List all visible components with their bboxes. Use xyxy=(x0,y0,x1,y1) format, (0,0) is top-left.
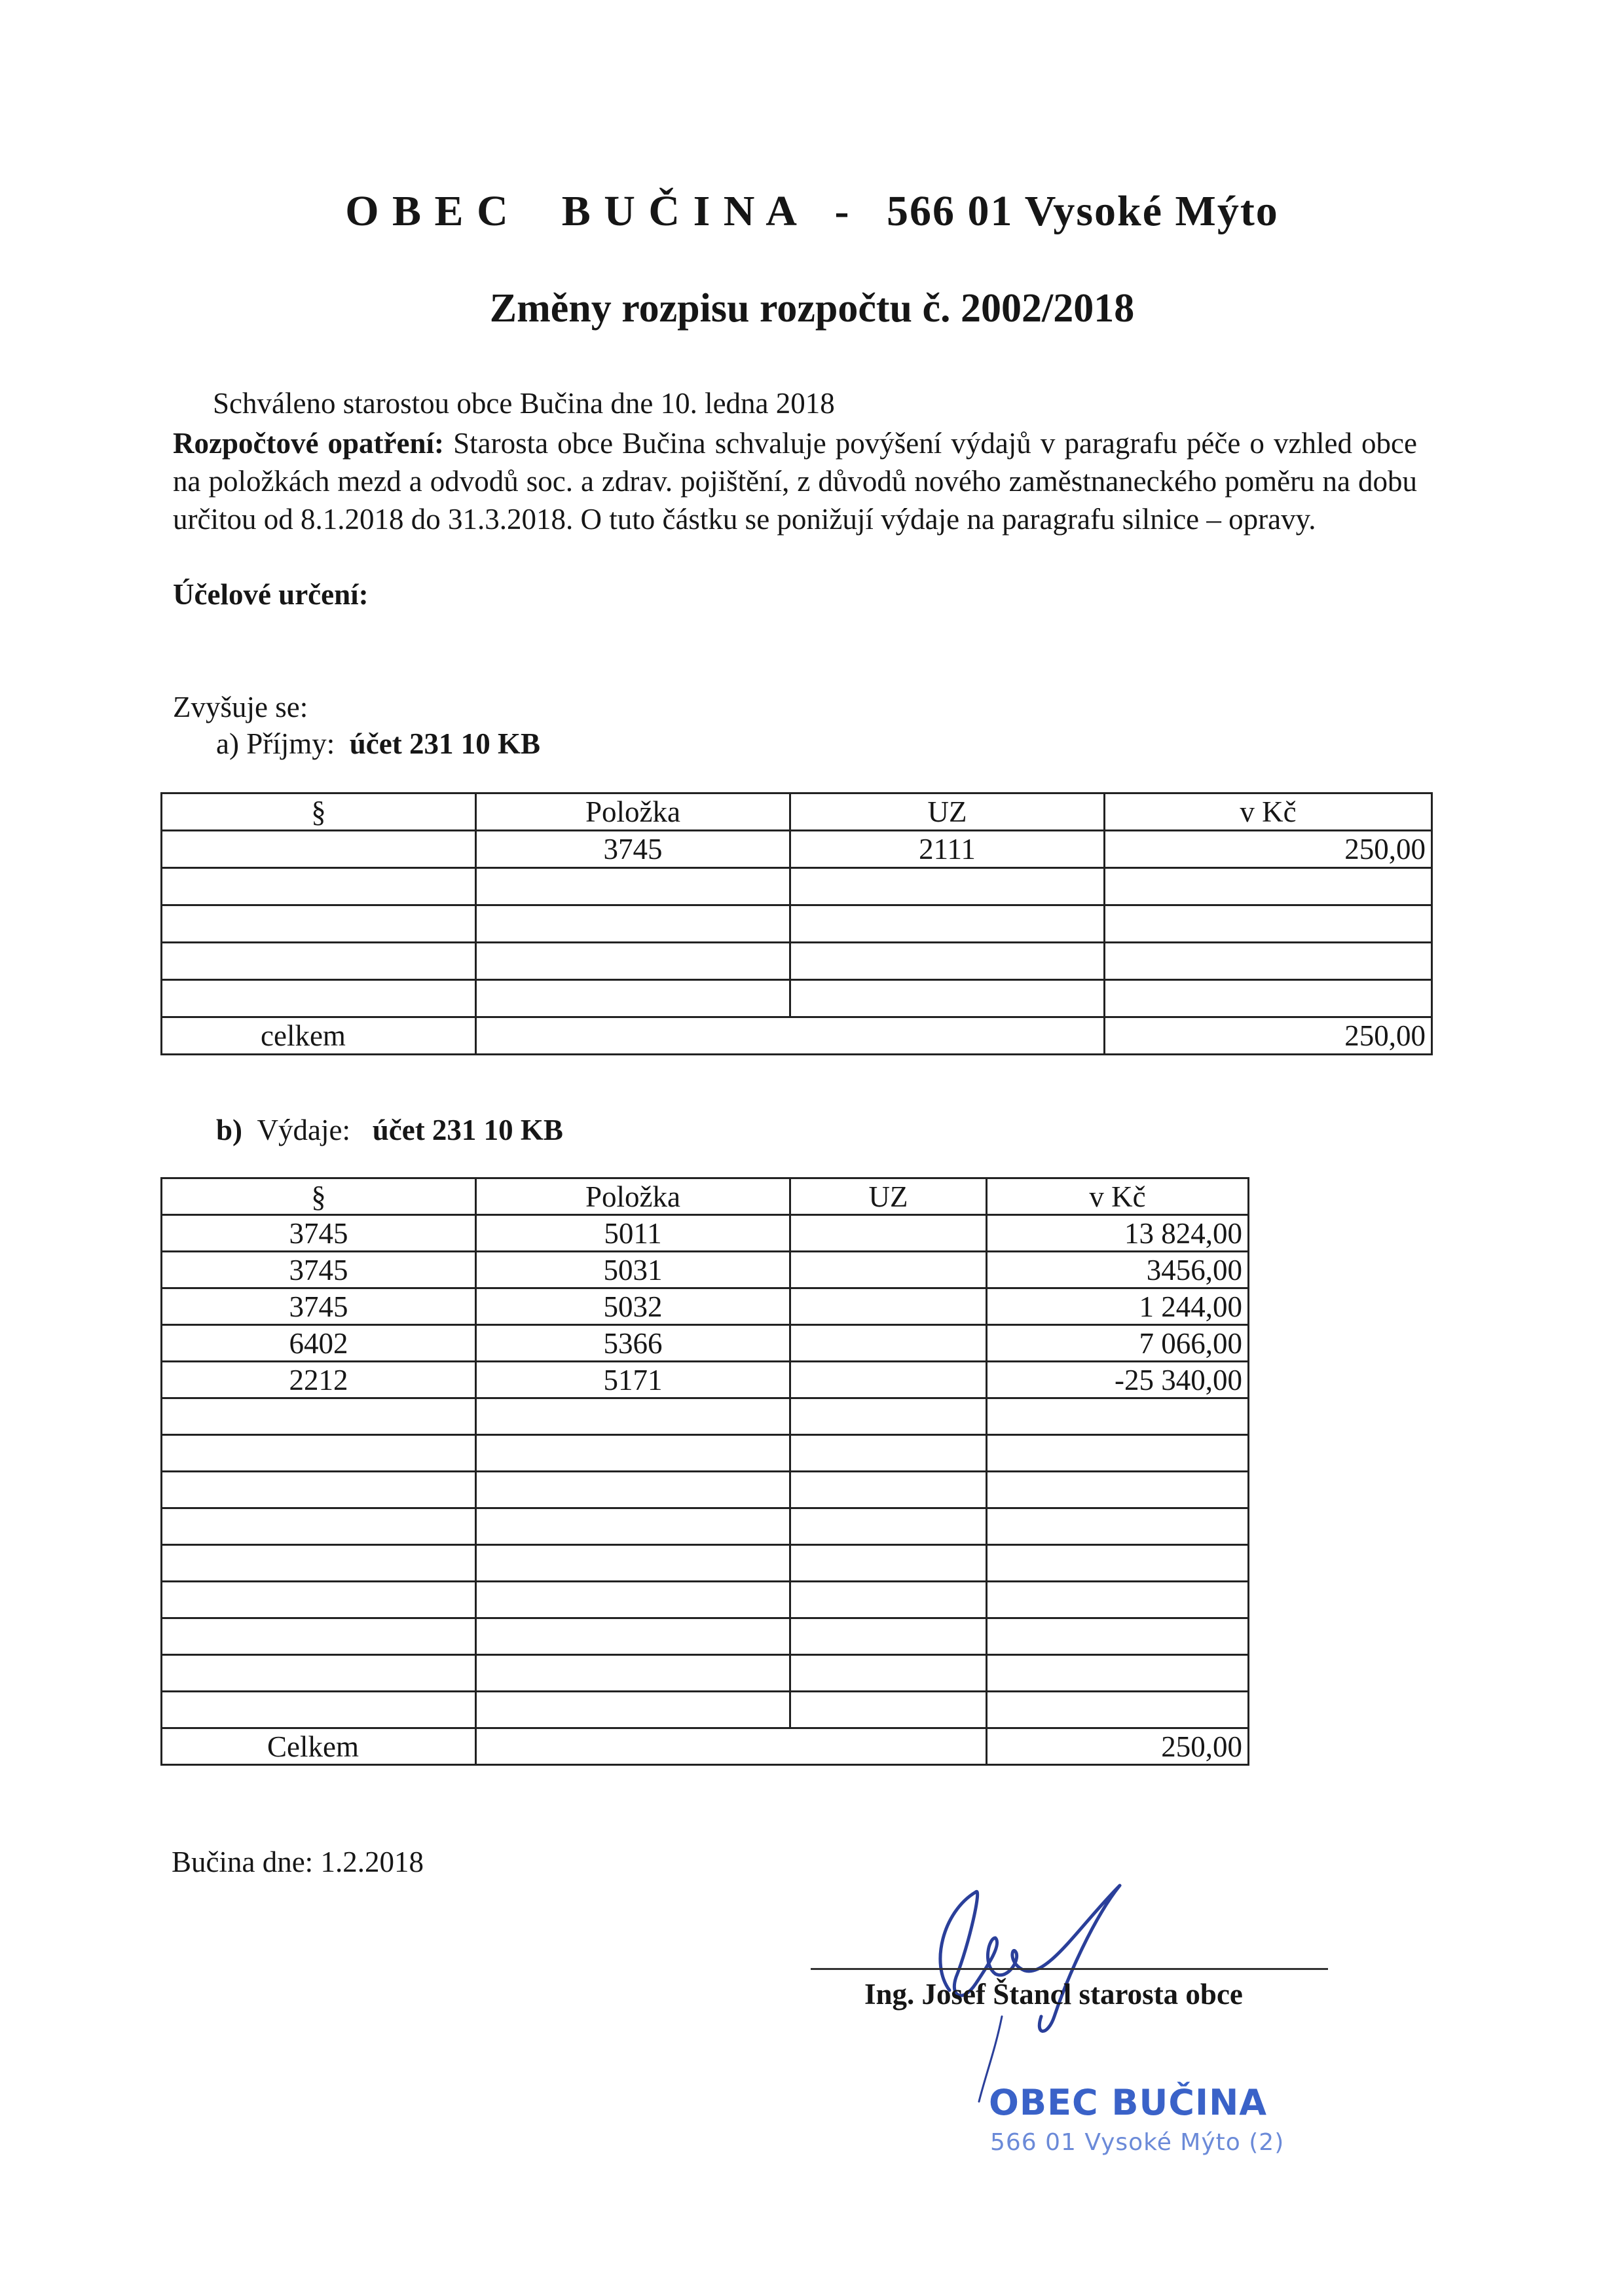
increase-label: Zvyšuje se: xyxy=(173,691,308,723)
expense-account: účet 231 10 KB xyxy=(372,1114,563,1146)
table-cell xyxy=(162,1508,476,1545)
total-label: Celkem xyxy=(162,1728,476,1765)
table-row xyxy=(162,1435,1249,1472)
income-prefix: a) Příjmy: xyxy=(216,727,335,760)
table-cell: 2212 xyxy=(162,1362,476,1398)
table-cell xyxy=(476,1545,790,1582)
stamp-name: OBEC BUČINA xyxy=(989,2082,1268,2123)
table-cell xyxy=(476,1435,790,1472)
table-cell xyxy=(476,943,790,980)
table-cell: 3745 xyxy=(162,1252,476,1288)
table-cell xyxy=(790,1582,987,1618)
table-cell xyxy=(1105,905,1432,943)
total-value: 250,00 xyxy=(987,1728,1249,1765)
table-row xyxy=(162,905,1432,943)
table-row xyxy=(162,1215,1249,1252)
table-cell xyxy=(790,1692,987,1728)
column-header: § xyxy=(162,793,476,831)
table-cell xyxy=(162,980,476,1017)
table-cell xyxy=(162,831,476,868)
table-row xyxy=(162,980,1432,1017)
table-cell xyxy=(162,868,476,905)
place-and-date: Bučina dne: 1.2.2018 xyxy=(172,1846,424,1878)
approval-line: Schváleno starostou obce Bučina dne 10. ledna 2018 xyxy=(213,387,835,420)
table-cell: 5032 xyxy=(476,1288,790,1325)
document-title: Změny rozpisu rozpočtu č. 2002/2018 xyxy=(489,286,1135,331)
table-row xyxy=(162,1325,1249,1362)
table-cell xyxy=(162,1398,476,1435)
table-cell xyxy=(790,1435,987,1472)
table-row xyxy=(162,1545,1249,1582)
table-row xyxy=(162,1692,1249,1728)
table-cell: 5031 xyxy=(476,1252,790,1288)
table-cell xyxy=(476,1398,790,1435)
table-cell xyxy=(476,1472,790,1508)
table-cell xyxy=(790,905,1105,943)
table-cell: 7 066,00 xyxy=(987,1325,1249,1362)
income-heading xyxy=(216,727,540,761)
table-cell xyxy=(790,1325,987,1362)
table-cell xyxy=(1105,980,1432,1017)
table-cell xyxy=(790,1508,987,1545)
total-value: 250,00 xyxy=(1105,1017,1432,1055)
table-cell: 13 824,00 xyxy=(987,1215,1249,1252)
table-cell xyxy=(987,1692,1249,1728)
table-cell xyxy=(987,1582,1249,1618)
total-row xyxy=(162,1017,1432,1055)
table-cell: 6402 xyxy=(162,1325,476,1362)
purpose-label: Účelové určení: xyxy=(173,578,369,611)
table-cell xyxy=(987,1508,1249,1545)
table-cell xyxy=(790,980,1105,1017)
table-cell: 1 244,00 xyxy=(987,1288,1249,1325)
stamp-address: 566 01 Vysoké Mýto (2) xyxy=(990,2129,1285,2156)
header-dash: - xyxy=(834,187,851,235)
table-row xyxy=(162,831,1432,868)
table-cell: 5366 xyxy=(476,1325,790,1362)
column-header: § xyxy=(162,1178,476,1215)
expense-table xyxy=(160,1177,1249,1766)
table-cell xyxy=(162,1655,476,1692)
expense-prefix-rest: Výdaje: xyxy=(257,1114,350,1146)
table-row xyxy=(162,1508,1249,1545)
municipality-header xyxy=(0,187,1624,236)
table-cell: 3745 xyxy=(476,831,790,868)
table-cell xyxy=(476,1618,790,1655)
table-row xyxy=(162,1618,1249,1655)
budget-measure-label: Rozpočtové opatření: xyxy=(173,427,444,460)
table-cell xyxy=(476,868,790,905)
table-cell xyxy=(476,1655,790,1692)
table-row xyxy=(162,1288,1249,1325)
column-header: v Kč xyxy=(987,1178,1249,1215)
expense-prefix: b) xyxy=(216,1114,243,1146)
table-cell xyxy=(790,1288,987,1325)
total-row xyxy=(162,1728,1249,1765)
table-cell xyxy=(987,1655,1249,1692)
table-cell: -25 340,00 xyxy=(987,1362,1249,1398)
column-header: Položka xyxy=(476,793,790,831)
table-cell: 3456,00 xyxy=(987,1252,1249,1288)
expense-heading xyxy=(216,1113,563,1147)
table-cell xyxy=(987,1435,1249,1472)
table-header-row xyxy=(162,793,1432,831)
column-header: Položka xyxy=(476,1178,790,1215)
table-cell xyxy=(162,1618,476,1655)
table-row xyxy=(162,1472,1249,1508)
table-row xyxy=(162,868,1432,905)
table-cell xyxy=(162,1582,476,1618)
table-cell xyxy=(162,905,476,943)
table-header-row xyxy=(162,1178,1249,1215)
table-cell xyxy=(790,868,1105,905)
column-header: UZ xyxy=(790,1178,987,1215)
header-name: B U Č I N A xyxy=(561,187,798,235)
table-cell xyxy=(476,1508,790,1545)
table-cell xyxy=(162,943,476,980)
table-cell: 3745 xyxy=(162,1215,476,1252)
table-cell xyxy=(790,1398,987,1435)
table-cell xyxy=(987,1618,1249,1655)
table-cell xyxy=(790,1655,987,1692)
table-cell xyxy=(476,1692,790,1728)
table-cell xyxy=(987,1545,1249,1582)
income-account: účet 231 10 KB xyxy=(349,727,540,760)
column-header: UZ xyxy=(790,793,1105,831)
table-cell: 5171 xyxy=(476,1362,790,1398)
table-cell xyxy=(476,905,790,943)
table-cell xyxy=(1105,868,1432,905)
table-cell xyxy=(162,1472,476,1508)
table-cell xyxy=(790,1215,987,1252)
table-cell: 250,00 xyxy=(1105,831,1432,868)
total-label: celkem xyxy=(162,1017,476,1055)
table-cell: 2111 xyxy=(790,831,1105,868)
table-row xyxy=(162,1398,1249,1435)
table-row xyxy=(162,1655,1249,1692)
table-cell xyxy=(790,1252,987,1288)
budget-measure-paragraph xyxy=(173,424,1417,538)
table-cell xyxy=(476,1582,790,1618)
table-row xyxy=(162,1362,1249,1398)
column-header: v Kč xyxy=(1105,793,1432,831)
budget-measure-text: Starosta obce Bučina schvaluje povýšení výdajů v paragrafu péče o vzhled obce na položkách mezd a odvodů soc. a zdrav. pojištění, z důvodů nového zaměstnaneckého poměru na dobu určitou od 8.1.2018 do 31.3.2018. O tuto částku se ponižují výdaje na paragrafu silnice – opravy. xyxy=(173,427,1417,536)
table-cell xyxy=(162,1545,476,1582)
table-cell xyxy=(790,943,1105,980)
header-address: 566 01 Vysoké Mýto xyxy=(886,187,1279,235)
table-cell xyxy=(987,1398,1249,1435)
table-cell xyxy=(790,1472,987,1508)
total-spacer xyxy=(476,1728,987,1765)
table-cell xyxy=(987,1472,1249,1508)
income-table xyxy=(160,792,1433,1055)
signatory-name: Ing. Josef Štancl starosta obce xyxy=(864,1978,1243,2011)
table-cell xyxy=(162,1692,476,1728)
table-row xyxy=(162,1582,1249,1618)
table-row xyxy=(162,943,1432,980)
signature-line xyxy=(811,1968,1328,1970)
table-cell: 5011 xyxy=(476,1215,790,1252)
table-cell xyxy=(476,980,790,1017)
table-cell xyxy=(790,1618,987,1655)
header-obec: O B E C xyxy=(345,187,509,235)
table-cell xyxy=(162,1435,476,1472)
total-spacer xyxy=(476,1017,1105,1055)
table-cell xyxy=(1105,943,1432,980)
table-cell xyxy=(790,1545,987,1582)
table-row xyxy=(162,1252,1249,1288)
table-cell: 3745 xyxy=(162,1288,476,1325)
table-cell xyxy=(790,1362,987,1398)
